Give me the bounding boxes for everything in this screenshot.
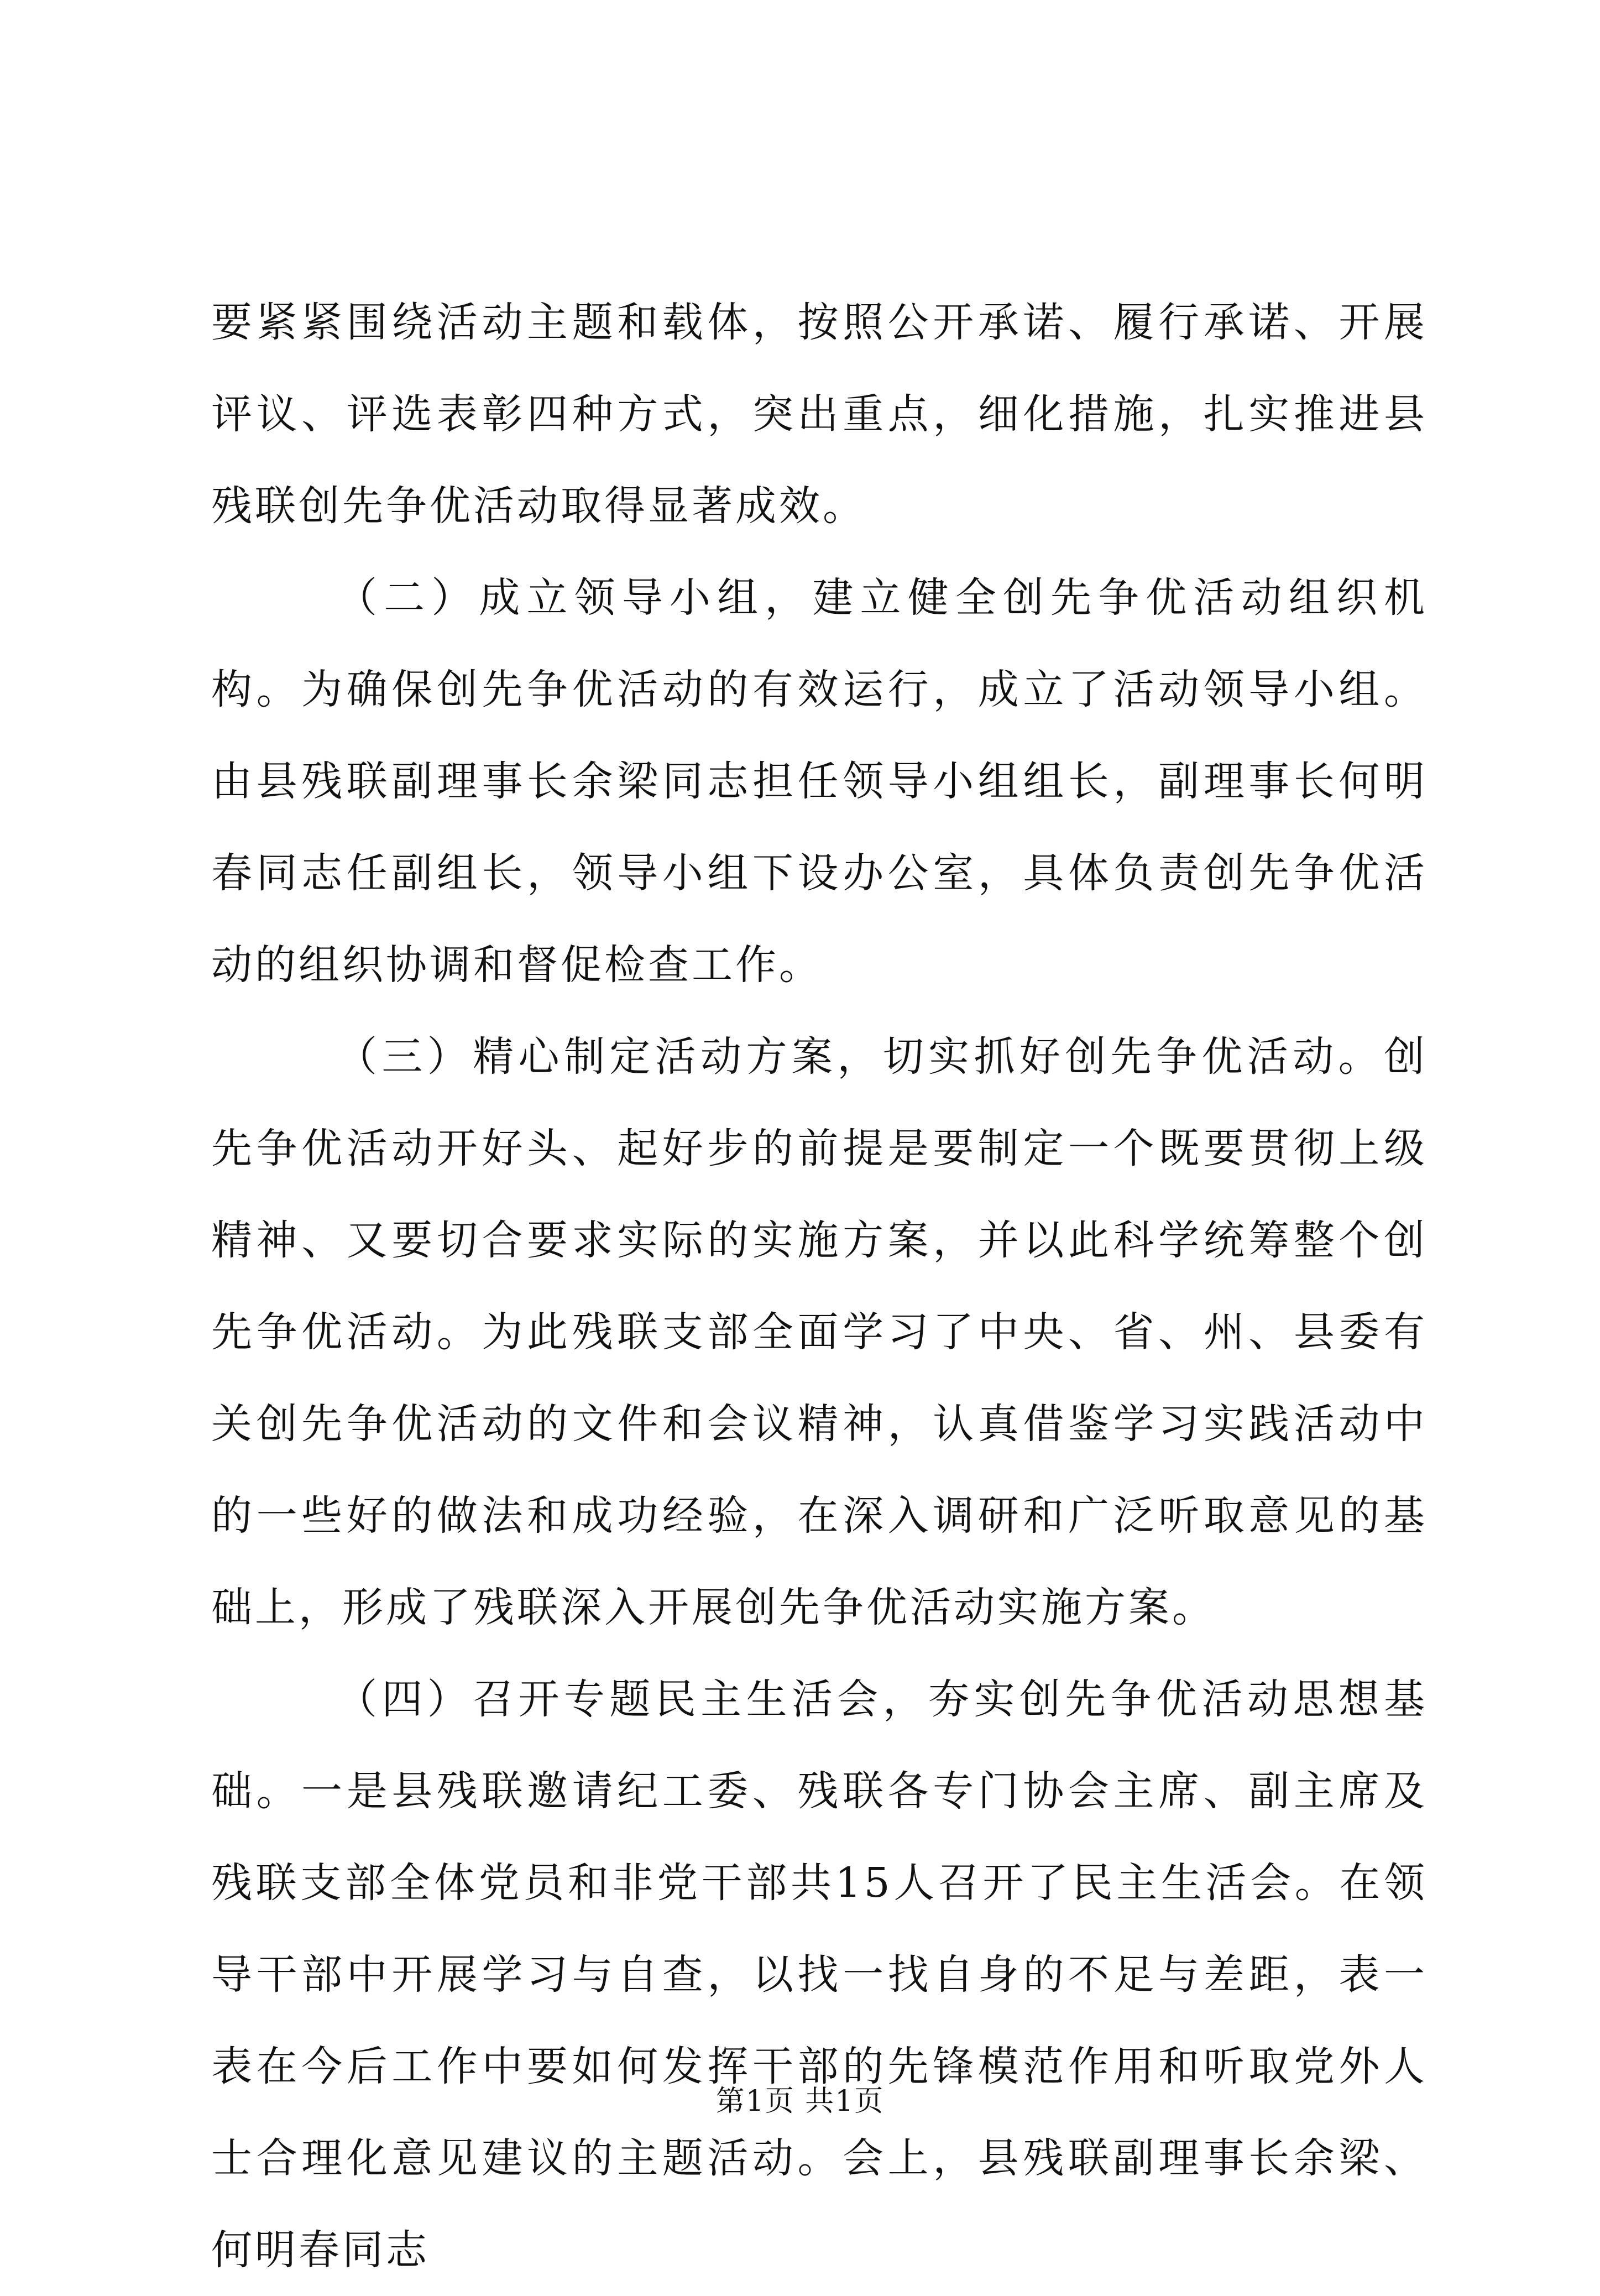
paragraph-section-2: （二）成立领导小组，建立健全创先争优活动组织机构。为确保创先争优活动的有效运行，成立了活动领导小组。由县残联副理事长余梁同志担任领导小组组长，副理事长何明春同志任副组长，领导小组下设办公室，具体负责创先争优活动的组织协调和督促检查工作。 — [211, 574, 1428, 989]
document-body — [211, 276, 1428, 2296]
paragraph-continued: 要紧紧围绕活动主题和载体，按照公开承诺、履行承诺、开展评议、评选表彰四种方式，突出重点，细化措施，扎实推进县残联创先争优活动取得显著成效。 — [211, 299, 1428, 530]
page-footer: 第1页 共1页 — [715, 2085, 885, 2118]
paragraph-section-4: （四）召开专题民主生活会，夯实创先争优活动思想基础。一是县残联邀请纪工委、残联各专门协会主席、副主席及残联支部全体党员和非党干部共15人召开了民主生活会。在领导干部中开展学习与自查，以找一找自身的不足与差距，表一表在今后工作中要如何发挥干部的先锋模范作用和听取党外人士合理化意见建议的主题活动。会上，县残联副理事长余梁、何明春同志 — [211, 1676, 1428, 2274]
paragraph-section-3: （三）精心制定活动方案，切实抓好创先争优活动。创先争优活动开好头、起好步的前提是要制定一个既要贯彻上级精神、又要切合要求实际的实施方案，并以此科学统筹整个创先争优活动。为此残联支部全面学习了中央、省、州、县委有关创先争优活动的文件和会议精神，认真借鉴学习实践活动中的一些好的做法和成功经验，在深入调研和广泛听取意见的基础上，形成了残联深入开展创先争优活动实施方案。 — [211, 1033, 1428, 1631]
